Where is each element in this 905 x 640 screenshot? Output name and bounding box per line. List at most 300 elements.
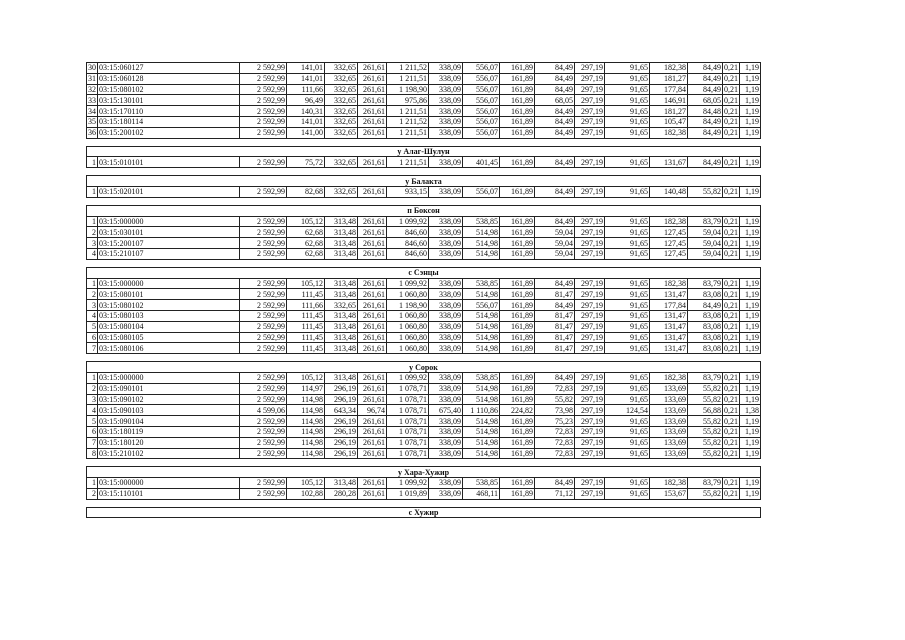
cadastral-code: 03:15:030101 <box>98 227 240 238</box>
value-cell: 261,61 <box>358 248 387 259</box>
value-cell: 556,07 <box>463 116 500 127</box>
value-cell: 59,04 <box>535 248 575 259</box>
table-row <box>87 310 761 321</box>
value-cell: 161,89 <box>500 310 535 321</box>
value-cell: 297,19 <box>575 63 605 74</box>
value-cell: 332,65 <box>325 95 358 106</box>
value-cell: 556,07 <box>463 300 500 311</box>
value-cell: 313,48 <box>325 238 358 249</box>
value-cell: 261,61 <box>358 106 387 117</box>
value-cell: 141,01 <box>287 73 325 84</box>
value-cell: 261,61 <box>358 227 387 238</box>
cadastral-code: 03:15:210102 <box>98 448 240 459</box>
value-cell: 1,19 <box>740 426 761 437</box>
value-cell: 161,89 <box>500 416 535 427</box>
value-cell: 2 592,99 <box>240 310 287 321</box>
value-cell: 114,98 <box>287 416 325 427</box>
value-cell: 338,09 <box>429 394 463 405</box>
row-number: 6 <box>87 426 98 437</box>
row-number: 2 <box>87 383 98 394</box>
value-cell: 1 211,51 <box>387 73 429 84</box>
value-cell: 514,98 <box>463 383 500 394</box>
table-row <box>87 116 761 127</box>
value-cell: 1,19 <box>740 416 761 427</box>
value-cell: 261,61 <box>358 448 387 459</box>
value-cell: 2 592,99 <box>240 127 287 138</box>
cadastral-code: 03:15:200102 <box>98 127 240 138</box>
table-row <box>87 478 761 489</box>
value-cell: 1 060,80 <box>387 343 429 354</box>
value-cell: 538,85 <box>463 216 500 227</box>
value-cell: 161,89 <box>500 63 535 74</box>
row-number: 32 <box>88 84 96 94</box>
value-cell: 84,49 <box>688 300 723 311</box>
village-header-row <box>87 176 761 187</box>
value-cell: 161,89 <box>500 106 535 117</box>
value-cell: 0,21 <box>724 95 738 105</box>
value-cell: 91,65 <box>605 95 650 106</box>
cadastral-code: 03:15:090103 <box>98 405 240 416</box>
value-cell: 72,83 <box>535 426 575 437</box>
value-cell: 91,65 <box>605 216 650 227</box>
row-number: 31 <box>88 74 96 84</box>
value-cell: 2 592,99 <box>240 186 287 197</box>
value-cell: 141,00 <box>287 127 325 138</box>
value-cell: 0,21 <box>724 448 738 458</box>
value-cell: 131,47 <box>650 321 688 332</box>
value-cell: 91,65 <box>605 116 650 127</box>
value-cell: 83,79 <box>688 372 723 383</box>
value-cell: 2 592,99 <box>240 227 287 238</box>
row-number: 36 <box>88 128 96 138</box>
value-cell: 261,61 <box>358 321 387 332</box>
value-cell: 1,19 <box>740 186 761 197</box>
value-cell: 2 592,99 <box>240 343 287 354</box>
value-cell: 161,89 <box>500 157 535 168</box>
value-cell: 514,98 <box>463 343 500 354</box>
value-cell: 84,49 <box>535 186 575 197</box>
cadastral-code: 03:15:090102 <box>98 394 240 405</box>
value-cell: 133,69 <box>650 426 688 437</box>
value-cell: 1 198,90 <box>387 300 429 311</box>
value-cell: 81,47 <box>535 289 575 300</box>
cadastral-code: 03:15:200107 <box>98 238 240 249</box>
value-cell: 161,89 <box>500 343 535 354</box>
value-cell: 91,65 <box>605 227 650 238</box>
value-cell: 2 592,99 <box>240 157 287 168</box>
row-number: 30 <box>88 63 96 73</box>
value-cell: 140,48 <box>650 186 688 197</box>
value-cell: 83,79 <box>688 278 723 289</box>
spacer-row <box>87 499 761 507</box>
value-cell: 161,89 <box>500 278 535 289</box>
value-cell: 296,19 <box>325 426 358 437</box>
row-number: 33 <box>88 95 96 105</box>
value-cell: 1 060,80 <box>387 332 429 343</box>
cadastral-code: 03:15:000000 <box>98 372 240 383</box>
value-cell: 84,49 <box>688 116 723 127</box>
value-cell: 297,19 <box>575 300 605 311</box>
value-cell: 0,21 <box>724 63 738 73</box>
row-number: 34 <box>88 106 96 116</box>
row-number: 4 <box>87 310 98 321</box>
value-cell: 332,65 <box>325 106 358 117</box>
value-cell: 105,12 <box>287 216 325 227</box>
value-cell: 338,09 <box>429 383 463 394</box>
value-cell: 81,47 <box>535 310 575 321</box>
value-cell: 1,19 <box>740 95 761 106</box>
village-name: с Сэнцы <box>87 267 761 278</box>
value-cell: 0,21 <box>724 289 738 299</box>
value-cell: 81,47 <box>535 332 575 343</box>
value-cell: 82,68 <box>287 186 325 197</box>
value-cell: 1,19 <box>740 437 761 448</box>
value-cell: 56,88 <box>688 405 723 416</box>
value-cell: 1,19 <box>740 216 761 227</box>
value-cell: 514,98 <box>463 332 500 343</box>
cadastral-code: 03:15:080106 <box>98 343 240 354</box>
value-cell: 177,84 <box>650 84 688 95</box>
value-cell: 0,21 <box>724 373 738 383</box>
value-cell: 161,89 <box>500 372 535 383</box>
value-cell: 261,61 <box>358 95 387 106</box>
value-cell: 73,98 <box>535 405 575 416</box>
value-cell: 1,19 <box>740 157 761 168</box>
value-cell: 0,21 <box>724 106 738 116</box>
value-cell: 133,69 <box>650 394 688 405</box>
value-cell: 313,48 <box>325 343 358 354</box>
value-cell: 105,12 <box>287 278 325 289</box>
value-cell: 1,19 <box>740 106 761 117</box>
value-cell: 1,38 <box>740 405 761 416</box>
value-cell: 0,21 <box>724 416 738 426</box>
value-cell: 182,38 <box>650 216 688 227</box>
value-cell: 338,09 <box>429 372 463 383</box>
value-cell: 297,19 <box>575 278 605 289</box>
value-cell: 55,82 <box>688 383 723 394</box>
value-cell: 91,65 <box>605 437 650 448</box>
village-header-row <box>87 267 761 278</box>
value-cell: 1 019,89 <box>387 488 429 499</box>
value-cell: 161,89 <box>500 127 535 138</box>
spacer-row <box>87 259 761 267</box>
value-cell: 297,19 <box>575 157 605 168</box>
value-cell: 1,19 <box>740 478 761 489</box>
value-cell: 161,89 <box>500 238 535 249</box>
table-row <box>87 488 761 499</box>
value-cell: 161,89 <box>500 383 535 394</box>
value-cell: 338,09 <box>429 321 463 332</box>
cadastral-code: 03:15:000000 <box>98 216 240 227</box>
value-cell: 111,45 <box>287 343 325 354</box>
value-cell: 182,38 <box>650 478 688 489</box>
value-cell: 0,21 <box>724 343 738 353</box>
cadastral-code: 03:15:110101 <box>98 488 240 499</box>
value-cell: 84,49 <box>688 73 723 84</box>
value-cell: 538,85 <box>463 478 500 489</box>
value-cell: 68,05 <box>688 95 723 106</box>
value-cell: 161,89 <box>500 321 535 332</box>
value-cell: 182,38 <box>650 372 688 383</box>
value-cell: 261,61 <box>358 383 387 394</box>
value-cell: 181,27 <box>650 73 688 84</box>
cadastral-code: 03:15:000000 <box>98 478 240 489</box>
value-cell: 1 078,71 <box>387 394 429 405</box>
value-cell: 846,60 <box>387 227 429 238</box>
value-cell: 111,45 <box>287 289 325 300</box>
value-cell: 514,98 <box>463 289 500 300</box>
value-cell: 313,48 <box>325 289 358 300</box>
value-cell: 55,82 <box>688 416 723 427</box>
value-cell: 297,19 <box>575 238 605 249</box>
value-cell: 161,89 <box>500 488 535 499</box>
value-cell: 0,21 <box>724 84 738 94</box>
value-cell: 1 211,51 <box>387 127 429 138</box>
value-cell: 1 078,71 <box>387 383 429 394</box>
value-cell: 0,21 <box>724 157 738 167</box>
value-cell: 84,49 <box>688 157 723 168</box>
value-cell: 124,54 <box>605 405 650 416</box>
value-cell: 261,61 <box>358 488 387 499</box>
value-cell: 261,61 <box>358 84 387 95</box>
table-row <box>87 216 761 227</box>
table-row <box>87 157 761 168</box>
value-cell: 127,45 <box>650 238 688 249</box>
value-cell: 514,98 <box>463 321 500 332</box>
village-header-row <box>87 362 761 373</box>
value-cell: 1 211,51 <box>387 157 429 168</box>
value-cell: 556,07 <box>463 73 500 84</box>
value-cell: 1,19 <box>740 372 761 383</box>
value-cell: 297,19 <box>575 488 605 499</box>
value-cell: 127,45 <box>650 227 688 238</box>
row-number: 4 <box>87 405 98 416</box>
value-cell: 153,67 <box>650 488 688 499</box>
value-cell: 177,84 <box>650 300 688 311</box>
value-cell: 84,49 <box>535 73 575 84</box>
table-row <box>87 405 761 416</box>
value-cell: 161,89 <box>500 332 535 343</box>
value-cell: 975,86 <box>387 95 429 106</box>
value-cell: 2 592,99 <box>240 426 287 437</box>
value-cell: 297,19 <box>575 289 605 300</box>
value-cell: 338,09 <box>429 343 463 354</box>
value-cell: 1 099,92 <box>387 216 429 227</box>
value-cell: 84,49 <box>535 84 575 95</box>
value-cell: 0,21 <box>724 311 738 321</box>
row-number: 2 <box>87 488 98 499</box>
value-cell: 1 060,80 <box>387 310 429 321</box>
village-name: у Алаг-Шулун <box>87 146 761 157</box>
value-cell: 1 211,51 <box>387 106 429 117</box>
value-cell: 91,65 <box>605 394 650 405</box>
value-cell: 643,34 <box>325 405 358 416</box>
value-cell: 161,89 <box>500 186 535 197</box>
value-cell: 105,12 <box>287 372 325 383</box>
value-cell: 83,08 <box>688 289 723 300</box>
value-cell: 332,65 <box>325 186 358 197</box>
value-cell: 338,09 <box>429 310 463 321</box>
table-row <box>87 343 761 354</box>
value-cell: 2 592,99 <box>240 289 287 300</box>
value-cell: 0,21 <box>724 489 738 499</box>
value-cell: 297,19 <box>575 478 605 489</box>
table-body <box>87 63 761 518</box>
value-cell: 59,04 <box>688 248 723 259</box>
value-cell: 83,79 <box>688 216 723 227</box>
value-cell: 161,89 <box>500 73 535 84</box>
row-number: 3 <box>87 394 98 405</box>
value-cell: 261,61 <box>358 394 387 405</box>
value-cell: 91,65 <box>605 372 650 383</box>
value-cell: 297,19 <box>575 95 605 106</box>
value-cell: 111,66 <box>287 84 325 95</box>
table-row <box>87 321 761 332</box>
value-cell: 59,04 <box>688 227 723 238</box>
value-cell: 338,09 <box>429 416 463 427</box>
value-cell: 338,09 <box>429 157 463 168</box>
spacer-row <box>87 459 761 467</box>
value-cell: 1,19 <box>740 63 761 74</box>
tariff-table <box>86 62 761 518</box>
value-cell: 91,65 <box>605 63 650 74</box>
spacer-row <box>87 197 761 205</box>
value-cell: 1,19 <box>740 383 761 394</box>
cadastral-code: 03:15:060127 <box>98 63 240 74</box>
value-cell: 338,09 <box>429 73 463 84</box>
value-cell: 91,65 <box>605 478 650 489</box>
value-cell: 131,47 <box>650 289 688 300</box>
value-cell: 261,61 <box>358 63 387 74</box>
value-cell: 84,49 <box>535 478 575 489</box>
value-cell: 296,19 <box>325 416 358 427</box>
value-cell: 297,19 <box>575 73 605 84</box>
value-cell: 0,21 <box>724 405 738 415</box>
value-cell: 96,49 <box>287 95 325 106</box>
value-cell: 59,04 <box>535 227 575 238</box>
value-cell: 846,60 <box>387 248 429 259</box>
value-cell: 2 592,99 <box>240 488 287 499</box>
value-cell: 111,66 <box>287 300 325 311</box>
value-cell: 338,09 <box>429 116 463 127</box>
value-cell: 338,09 <box>429 332 463 343</box>
table-row <box>87 227 761 238</box>
value-cell: 0,21 <box>724 238 738 248</box>
value-cell: 297,19 <box>575 248 605 259</box>
value-cell: 556,07 <box>463 186 500 197</box>
value-cell: 62,68 <box>287 238 325 249</box>
cadastral-code: 03:15:080101 <box>98 289 240 300</box>
value-cell: 72,83 <box>535 448 575 459</box>
value-cell: 1 211,52 <box>387 63 429 74</box>
value-cell: 514,98 <box>463 437 500 448</box>
value-cell: 0,21 <box>724 117 738 127</box>
value-cell: 261,61 <box>358 127 387 138</box>
value-cell: 313,48 <box>325 310 358 321</box>
value-cell: 2 592,99 <box>240 332 287 343</box>
value-cell: 131,67 <box>650 157 688 168</box>
value-cell: 141,01 <box>287 116 325 127</box>
value-cell: 91,65 <box>605 186 650 197</box>
value-cell: 261,61 <box>358 116 387 127</box>
table-row <box>87 289 761 300</box>
cadastral-code: 03:15:080103 <box>98 310 240 321</box>
value-cell: 84,49 <box>535 300 575 311</box>
value-cell: 297,19 <box>575 343 605 354</box>
value-cell: 127,45 <box>650 248 688 259</box>
value-cell: 261,61 <box>358 310 387 321</box>
value-cell: 1 198,90 <box>387 84 429 95</box>
value-cell: 91,65 <box>605 416 650 427</box>
value-cell: 538,85 <box>463 278 500 289</box>
value-cell: 2 592,99 <box>240 300 287 311</box>
value-cell: 55,82 <box>688 426 723 437</box>
table-row <box>87 383 761 394</box>
value-cell: 62,68 <box>287 248 325 259</box>
value-cell: 133,69 <box>650 383 688 394</box>
value-cell: 1,19 <box>740 238 761 249</box>
value-cell: 140,31 <box>287 106 325 117</box>
row-number: 1 <box>87 157 98 168</box>
value-cell: 1,19 <box>740 73 761 84</box>
value-cell: 2 592,99 <box>240 216 287 227</box>
value-cell: 105,47 <box>650 116 688 127</box>
value-cell: 1,19 <box>740 289 761 300</box>
value-cell: 91,65 <box>605 488 650 499</box>
value-cell: 297,19 <box>575 127 605 138</box>
value-cell: 332,65 <box>325 300 358 311</box>
value-cell: 296,19 <box>325 437 358 448</box>
value-cell: 1,19 <box>740 310 761 321</box>
value-cell: 146,91 <box>650 95 688 106</box>
value-cell: 59,04 <box>688 238 723 249</box>
value-cell: 111,45 <box>287 332 325 343</box>
value-cell: 55,82 <box>688 448 723 459</box>
value-cell: 0,21 <box>724 478 738 488</box>
row-number: 4 <box>87 248 98 259</box>
value-cell: 0,21 <box>724 427 738 437</box>
value-cell: 1,19 <box>740 321 761 332</box>
row-number: 35 <box>88 117 96 127</box>
value-cell: 2 592,99 <box>240 116 287 127</box>
value-cell: 556,07 <box>463 63 500 74</box>
value-cell: 280,28 <box>325 488 358 499</box>
value-cell: 91,65 <box>605 84 650 95</box>
value-cell: 84,49 <box>688 127 723 138</box>
value-cell: 182,38 <box>650 278 688 289</box>
value-cell: 338,09 <box>429 127 463 138</box>
value-cell: 514,98 <box>463 394 500 405</box>
value-cell: 131,47 <box>650 310 688 321</box>
value-cell: 0,21 <box>724 128 738 138</box>
value-cell: 0,21 <box>724 278 738 288</box>
value-cell: 514,98 <box>463 238 500 249</box>
value-cell: 0,21 <box>724 332 738 342</box>
value-cell: 84,49 <box>535 278 575 289</box>
value-cell: 91,65 <box>605 448 650 459</box>
value-cell: 1 060,80 <box>387 321 429 332</box>
value-cell: 102,88 <box>287 488 325 499</box>
value-cell: 0,21 <box>724 216 738 226</box>
value-cell: 338,09 <box>429 238 463 249</box>
value-cell: 133,69 <box>650 405 688 416</box>
value-cell: 84,49 <box>535 127 575 138</box>
value-cell: 91,65 <box>605 332 650 343</box>
table-row <box>87 448 761 459</box>
value-cell: 1,19 <box>740 248 761 259</box>
value-cell: 2 592,99 <box>240 416 287 427</box>
row-number: 2 <box>87 227 98 238</box>
